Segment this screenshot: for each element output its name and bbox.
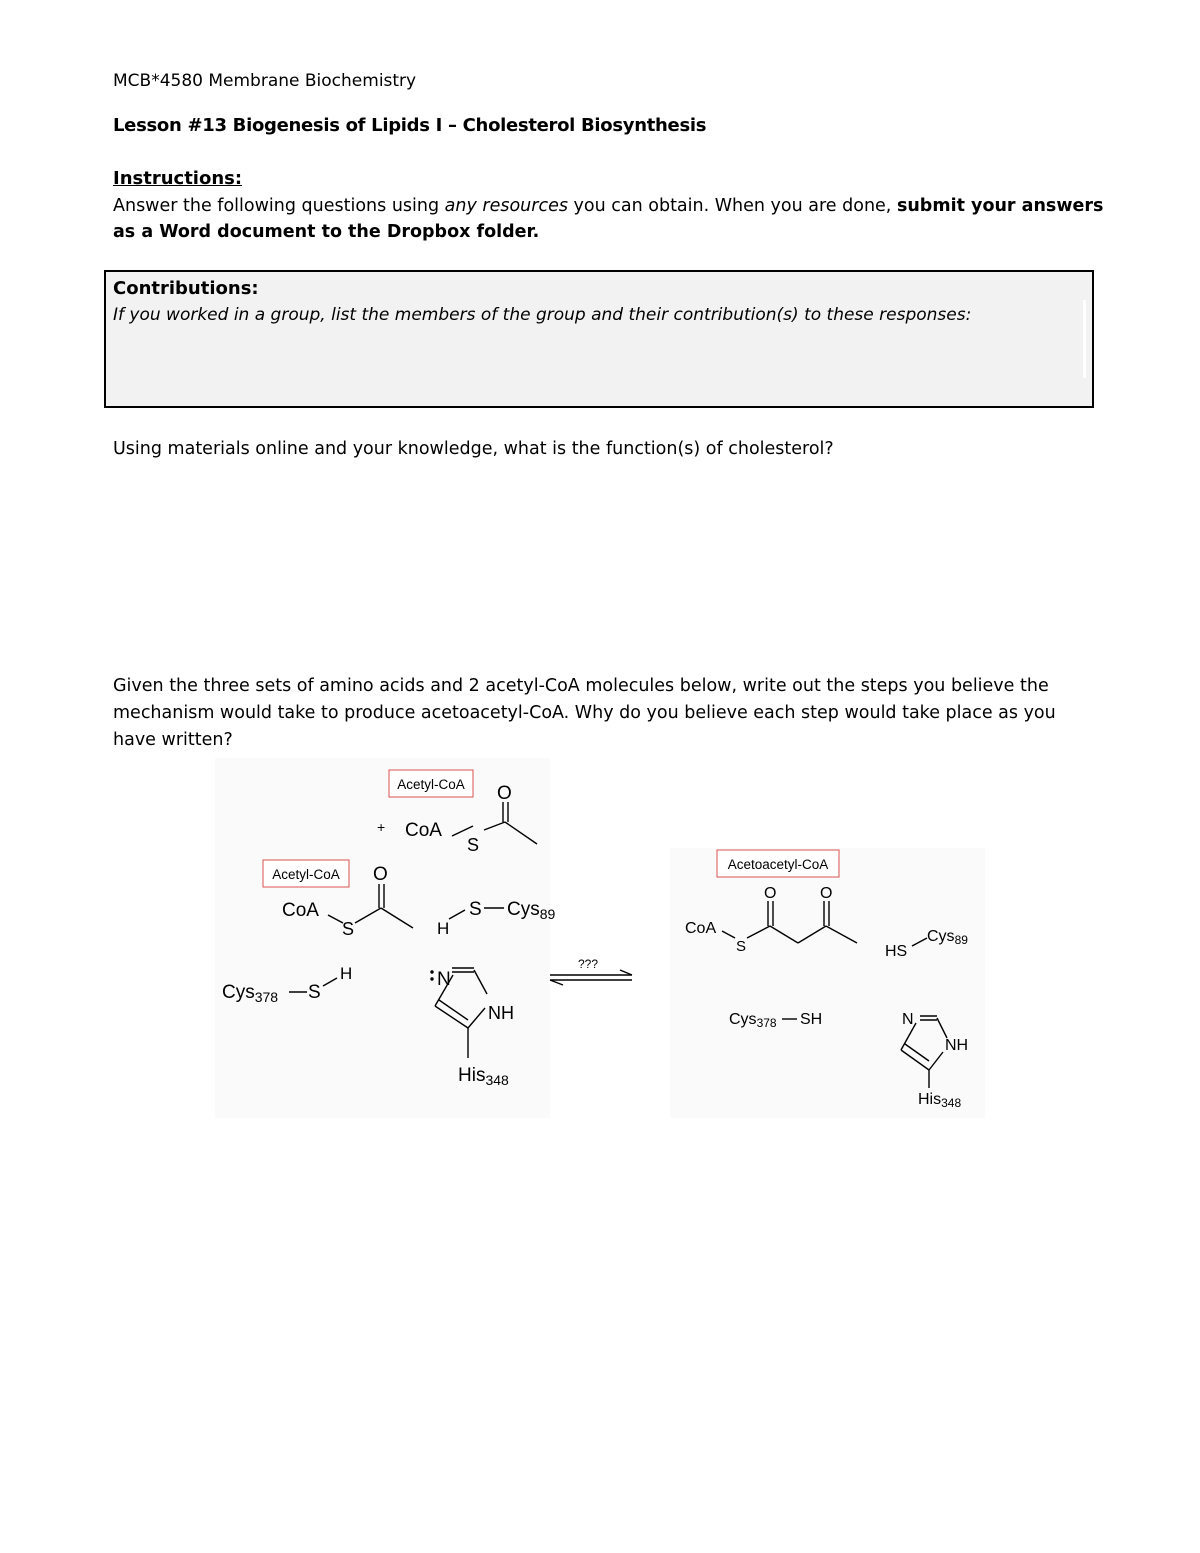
contributions-heading: Contributions: — [113, 278, 259, 299]
instructions-bold: submit your answers — [896, 196, 1104, 216]
box-edge-divider — [1083, 300, 1086, 378]
residue-number: 89 — [954, 933, 968, 947]
residue-number: 378 — [254, 989, 279, 1005]
residue-number: 348 — [485, 1072, 509, 1088]
atom-s: S — [308, 982, 321, 1003]
atom-s: S — [467, 835, 480, 855]
figure-background-left — [215, 758, 550, 1118]
instructions-text-a: Answer the following questions using — [113, 196, 445, 216]
atom-o: O — [764, 885, 777, 902]
lone-pair-dot — [430, 977, 433, 980]
residue-number: 89 — [539, 906, 556, 922]
residue-name: Cys — [507, 899, 540, 920]
atom-hs: HS — [885, 943, 908, 960]
lone-pair-dot — [430, 970, 433, 973]
question-2-line-3: have written? — [113, 730, 233, 750]
residue-name: His — [918, 1091, 942, 1108]
arrow-forward-head — [620, 970, 632, 975]
residue-name: Cys — [927, 928, 955, 945]
instructions-line-1 — [113, 196, 1103, 216]
plus-sign: + — [377, 819, 386, 835]
atom-coa: CoA — [685, 920, 717, 937]
residue-number: 378 — [756, 1016, 777, 1030]
atom-nh: NH — [488, 1003, 514, 1023]
question-1: Using materials online and your knowledge, what is the function(s) of cholesterol? — [113, 439, 834, 459]
reaction-scheme-figure — [215, 758, 985, 1123]
atom-h: H — [340, 964, 353, 983]
atom-nh: NH — [945, 1037, 969, 1054]
residue-name: Cys — [729, 1011, 757, 1028]
instructions-italic: any resources — [444, 196, 568, 216]
arrow-reverse-head — [550, 980, 563, 985]
atom-o: O — [497, 783, 512, 804]
arrow-label: ??? — [577, 957, 599, 971]
instructions-text-b: you can obtain. When you are done, — [567, 196, 897, 216]
atom-coa: CoA — [405, 820, 442, 841]
atom-s: S — [342, 919, 355, 939]
atom-coa: CoA — [282, 900, 319, 921]
question-2-line-1: Given the three sets of amino acids and 2 acetyl-CoA molecules below, write out the steps you believe the — [113, 676, 1049, 696]
atom-s: S — [469, 899, 482, 920]
atom-s: S — [736, 938, 747, 955]
instructions-heading: Instructions: — [113, 168, 243, 189]
contributions-instruction: If you worked in a group, list the members of the group and their contribution(s) to these responses: — [113, 305, 972, 325]
label-acetyl-coa-top: Acetyl-CoA — [397, 777, 465, 792]
instructions-line-2: as a Word document to the Dropbox folder. — [113, 222, 540, 242]
contributions-box[interactable] — [104, 270, 1094, 408]
label-acetyl-coa-left: Acetyl-CoA — [272, 867, 340, 882]
atom-o: O — [373, 864, 388, 885]
lesson-title: Lesson #13 Biogenesis of Lipids I – Cholesterol Biosynthesis — [113, 115, 707, 136]
atom-o: O — [820, 885, 833, 902]
residue-name: His — [458, 1065, 486, 1086]
course-title: MCB*4580 Membrane Biochemistry — [113, 71, 417, 91]
question-2-line-2: mechanism would take to produce acetoacetyl-CoA. Why do you believe each step would take place as you — [113, 703, 1056, 723]
atom-sh: SH — [800, 1011, 823, 1028]
residue-name: Cys — [222, 982, 255, 1003]
atom-n: N — [902, 1011, 914, 1028]
residue-number: 348 — [941, 1096, 962, 1110]
label-acetoacetyl-coa: Acetoacetyl-CoA — [727, 857, 829, 872]
atom-h: H — [437, 919, 450, 938]
atom-n: N — [437, 969, 451, 990]
